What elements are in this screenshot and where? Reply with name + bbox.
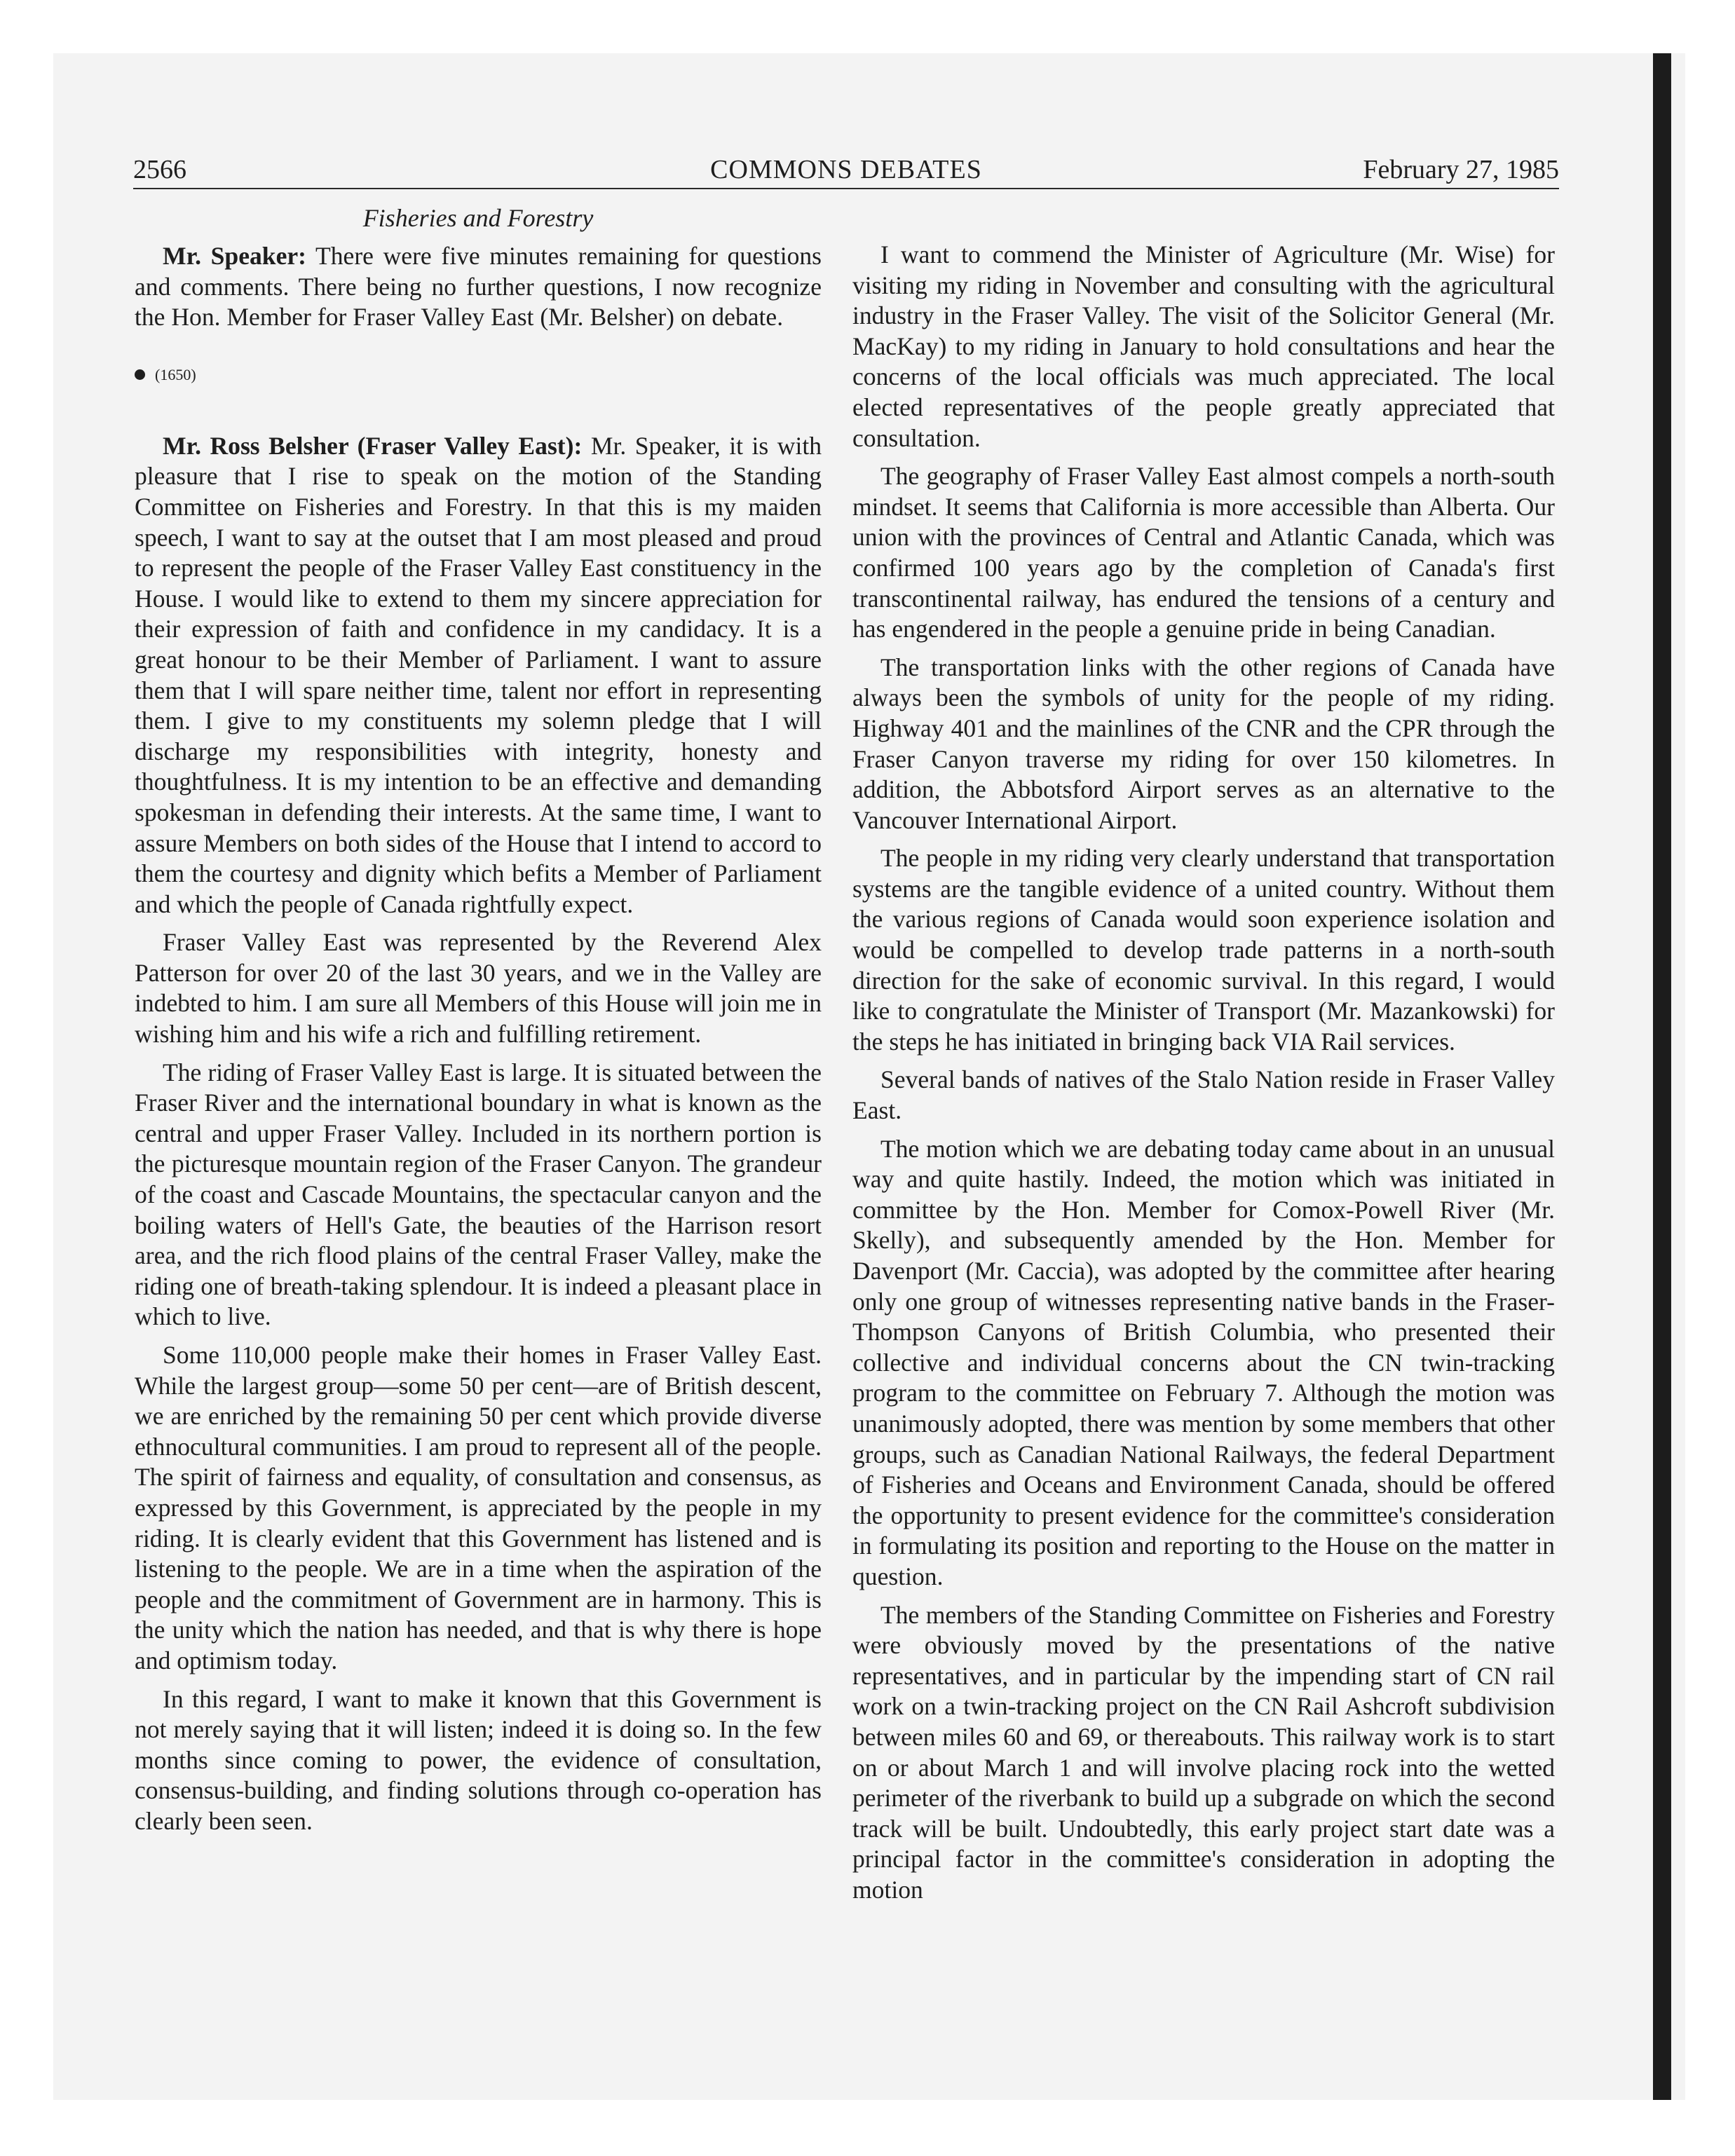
publication-title: COMMONS DEBATES bbox=[710, 155, 982, 184]
section-title: Fisheries and Forestry bbox=[362, 204, 594, 232]
speech-text: Mr. Speaker, it is with pleasure that I rise to speak on the motion of the Standing Committee on Fisheries and Forestry. In that this is my maiden speech, I want to say at the outset that I am most pleased and proud to represent the people of the Fraser Valley East constituency in the House. I would like to extend to them my sincere appreciation for their expression of faith and confidence in my candidacy. It is a great honour to be their Member of Parliament. I want to assure them that I will spare neither time, talent nor effort in representing them. I give to my constituents my solemn pledge that I will discharge my responsibilities with integrity, honesty and thoughtfulness. It is my intention to be an effective and demanding spokesman in defending their interests. At the same time, I want to assure Members on both sides of the House that I intend to accord to them the courtesy and dignity which befits a Member of Parliament and which the people of Canada rightfully expect. bbox=[135, 431, 822, 918]
right-column bbox=[852, 240, 1555, 1913]
time-marker-text: (1650) bbox=[155, 365, 196, 383]
paragraph bbox=[135, 431, 822, 920]
bullet-icon bbox=[135, 369, 145, 380]
paragraph: The motion which we are debating today came about in an unusual way and quite hastily. Indeed, the motion which was initiated in committee by the Hon. Member for Comox-Powell River (Mr. Skelly), and subsequently amended by the Hon. Member for Davenport (Mr. Caccia), was adopted by the committee after hearing only one group of witnesses representing native bands in the Fraser-Thompson Canyons of British Columbia, who presented their collective and individual concerns about the CN twin-tracking program to the committee on February 7. Although the motion was unanimously adopted, there was mention by some members that other groups, such as Canadian National Railways, the federal Department of Fisheries and Oceans and Environment Canada, should be offered the opportunity to present evidence for the committee's consideration in formulating its position and reporting to the House on the matter in question. bbox=[852, 1134, 1555, 1590]
paragraph: Some 110,000 people make their homes in Fraser Valley East. While the largest group—some 50 per cent—are of British descent, we are enriched by the remaining 50 per cent which provide diverse ethnocultural communities. I am proud to represent all of the people. The spirit of fairness and equality, of consultation and consensus, as expressed by this Government, is appreciated by the people in my riding. It is clearly evident that this Government has listened and is listening to the people. We are in a time when the aspiration of the people and the commitment of Government are in harmony. This is the unity which the nation has needed, and that is why there is hope and optimism today. bbox=[135, 1341, 822, 1674]
scan-edge-shadow bbox=[1653, 53, 1671, 2100]
paragraph bbox=[135, 241, 822, 333]
left-column bbox=[135, 202, 822, 1845]
paragraph: The riding of Fraser Valley East is large. It is situated between the Fraser River and the international boundary in what is known as the central and upper Fraser Valley. Included in its northern portion is the picturesque mountain region of the Fraser Canyon. The grandeur of the coast and Cascade Mountains, the spectacular canyon and the boiling waters of Hell's Gate, the beauties of the Harrison resort area, and the rich flood plains of the central Fraser Valley, make the riding one of breath-taking splendour. It is indeed a pleasant place in which to live. bbox=[135, 1058, 822, 1331]
paragraph: Several bands of natives of the Stalo Nation reside in Fraser Valley East. bbox=[852, 1065, 1555, 1125]
paragraph: I want to commend the Minister of Agriculture (Mr. Wise) for visiting my riding in November and consulting with the agricultural industry in the Fraser Valley. The visit of the Solicitor General (Mr. MacKay) to my riding in January to hold consultations and hear the concerns of the local officials was much appreciated. The local elected representatives of the people greatly appreciated that consultation. bbox=[852, 240, 1555, 452]
paragraph: Fraser Valley East was represented by the Reverend Alex Patterson for over 20 of the last 30 years, and we in the Valley are indebted to him. I am sure all Members of this House will join me in wishing him and his wife a rich and fulfilling retirement. bbox=[135, 928, 822, 1049]
page-number: 2566 bbox=[133, 155, 186, 184]
paragraph: The people in my riding very clearly understand that transportation systems are the tangible evidence of a united country. Without them the various regions of Canada would soon experience isolation and would be compelled to develop trade patterns in a north-south direction for the sake of economic survival. In this regard, I would like to congratulate the Minister of Transport (Mr. Mazankowski) for the steps he has initiated in bringing back VIA Rail services. bbox=[852, 844, 1555, 1056]
speaker-name: Mr. Speaker: bbox=[163, 242, 307, 270]
paragraph: The members of the Standing Committee on Fisheries and Forestry were obviously moved by the presentations of the native representatives, and in particular by the impending start of CN rail work on a twin-tracking project on the CN Rail Ashcroft subdivision between miles 60 and 69, or thereabouts. This railway work is to start on or about March 1 and will involve placing rock into the wetted perimeter of the riverbank to build up a subgrade on which the second track will be built. Undoubtedly, this early project start date was a principal factor in the committee's consideration in adopting the motion bbox=[852, 1600, 1555, 1904]
paragraph: The geography of Fraser Valley East almost compels a north-south mindset. It seems that California is more accessible than Alberta. Our union with the provinces of Central and Atlantic Canada, which was confirmed 100 years ago by the completion of Canada's first transcontinental railway, has endured the tensions of a century and has engendered in the people a genuine pride in being Canadian. bbox=[852, 462, 1555, 643]
paragraph: The transportation links with the other regions of Canada have always been the symbols of unity for the people of my riding. Highway 401 and the mainlines of the CNR and the CPR through the Fraser Canyon traverse my riding for over 150 kilometres. In addition, the Abbotsford Airport serves as an alternative to the Vancouver International Airport. bbox=[852, 653, 1555, 834]
paragraph: In this regard, I want to make it known that this Government is not merely saying that it will listen; indeed it is doing so. In the few months since coming to power, the evidence of consultation, consensus-building, and finding solutions through co-operation has clearly been seen. bbox=[135, 1684, 822, 1835]
time-marker bbox=[135, 360, 822, 390]
page-header bbox=[133, 151, 1559, 189]
speaker-name: Mr. Ross Belsher (Fraser Valley East): bbox=[163, 431, 583, 460]
speech-text: There were five minutes remaining for questions and comments. There being no further questions, I now recognize the Hon. Member for Fraser Valley East (Mr. Belsher) on debate. bbox=[135, 242, 822, 332]
publication-date: February 27, 1985 bbox=[1363, 155, 1559, 184]
